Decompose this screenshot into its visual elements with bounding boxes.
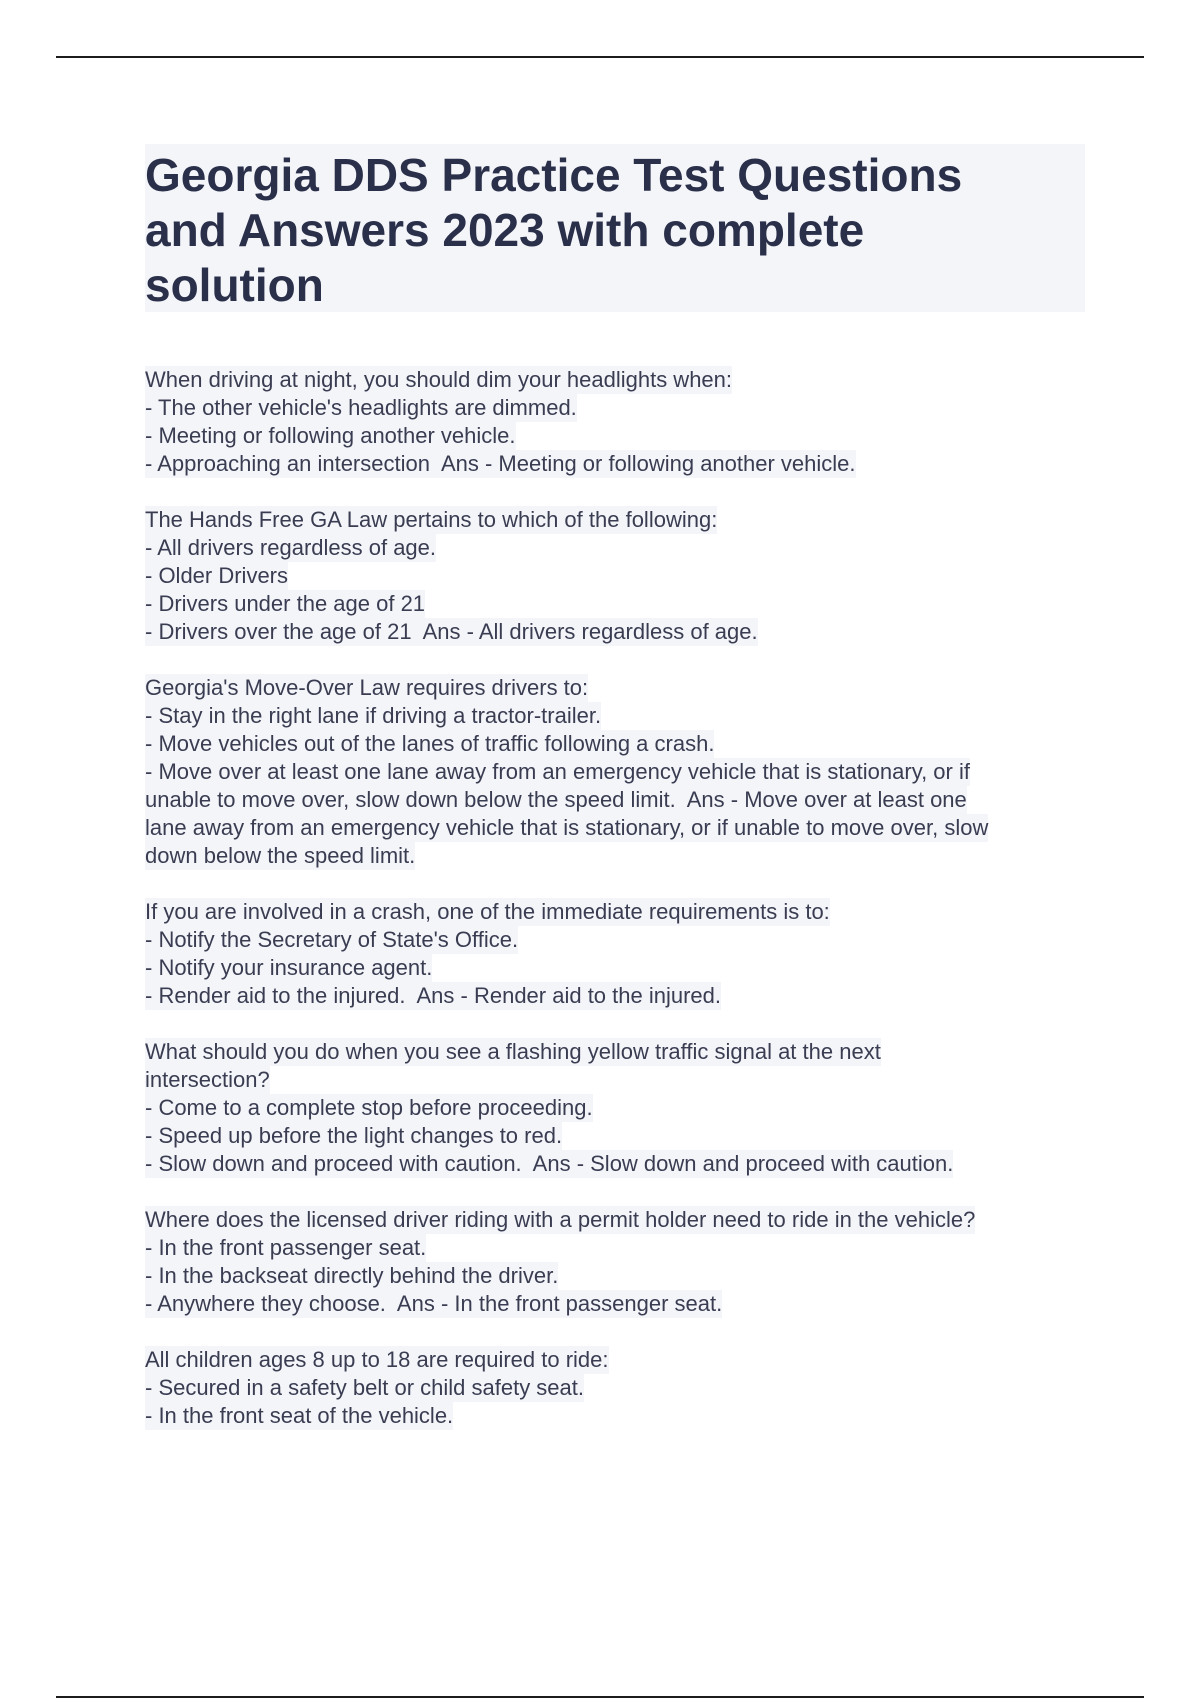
question-text: Georgia's Move-Over Law requires drivers to:: [145, 675, 589, 700]
answer-option: - In the backseat directly behind the driver.: [145, 1263, 559, 1288]
answer-option: - Drivers over the age of 21 Ans - All drivers regardless of age.: [145, 619, 758, 644]
answer-option: - Render aid to the injured. Ans - Render aid to the injured.: [145, 983, 722, 1008]
answer-option: down below the speed limit.: [145, 843, 416, 868]
question-text: If you are involved in a crash, one of the immediate requirements is to:: [145, 899, 830, 924]
answer-option: - Slow down and proceed with caution. Ans - Slow down and proceed with caution.: [145, 1151, 954, 1176]
qa-item: [145, 674, 1105, 870]
question-text: Where does the licensed driver riding with a permit holder need to ride in the vehicle?: [145, 1207, 976, 1232]
qa-item: [145, 1346, 1105, 1430]
answer-option: - Speed up before the light changes to red.: [145, 1123, 563, 1148]
qa-item: [145, 506, 1105, 646]
answer-option: - Older Drivers: [145, 563, 289, 588]
question-text: When driving at night, you should dim your headlights when:: [145, 367, 733, 392]
question-text: What should you do when you see a flashing yellow traffic signal at the next: [145, 1039, 881, 1064]
qa-item: [145, 1038, 1105, 1178]
bottom-rule: [56, 1696, 1144, 1698]
answer-option: - Come to a complete stop before proceeding.: [145, 1095, 593, 1120]
title-line: and Answers 2023 with complete: [145, 204, 865, 256]
answer-option: - Secured in a safety belt or child safety seat.: [145, 1375, 585, 1400]
qa-list: [145, 366, 1105, 1458]
title-line: Georgia DDS Practice Test Questions: [145, 149, 963, 201]
answer-option: - Stay in the right lane if driving a tractor-trailer.: [145, 703, 602, 728]
answer-option: - Notify your insurance agent.: [145, 955, 433, 980]
answer-option: - The other vehicle's headlights are dimmed.: [145, 395, 577, 420]
answer-option: unable to move over, slow down below the speed limit. Ans - Move over at least one: [145, 787, 967, 812]
answer-option: - Meeting or following another vehicle.: [145, 423, 516, 448]
top-rule: [56, 56, 1144, 58]
answer-option: - Drivers under the age of 21: [145, 591, 426, 616]
answer-option: - Move vehicles out of the lanes of traffic following a crash.: [145, 731, 715, 756]
answer-option: - In the front passenger seat.: [145, 1235, 427, 1260]
document-title: [145, 144, 1085, 313]
qa-item: [145, 898, 1105, 1010]
question-text: All children ages 8 up to 18 are required to ride:: [145, 1347, 609, 1372]
title-line: solution: [145, 259, 324, 311]
title-block: [145, 144, 1085, 312]
question-text: intersection?: [145, 1067, 270, 1092]
answer-option: - Anywhere they choose. Ans - In the front passenger seat.: [145, 1291, 723, 1316]
question-text: The Hands Free GA Law pertains to which of the following:: [145, 507, 718, 532]
answer-option: - Approaching an intersection Ans - Meeting or following another vehicle.: [145, 451, 856, 476]
answer-option: lane away from an emergency vehicle that is stationary, or if unable to move over, slow: [145, 815, 989, 840]
qa-item: [145, 366, 1105, 478]
answer-option: - In the front seat of the vehicle.: [145, 1403, 454, 1428]
qa-item: [145, 1206, 1105, 1318]
answer-option: - Move over at least one lane away from an emergency vehicle that is stationary, or if: [145, 759, 970, 784]
answer-option: - All drivers regardless of age.: [145, 535, 437, 560]
answer-option: - Notify the Secretary of State's Office.: [145, 927, 519, 952]
